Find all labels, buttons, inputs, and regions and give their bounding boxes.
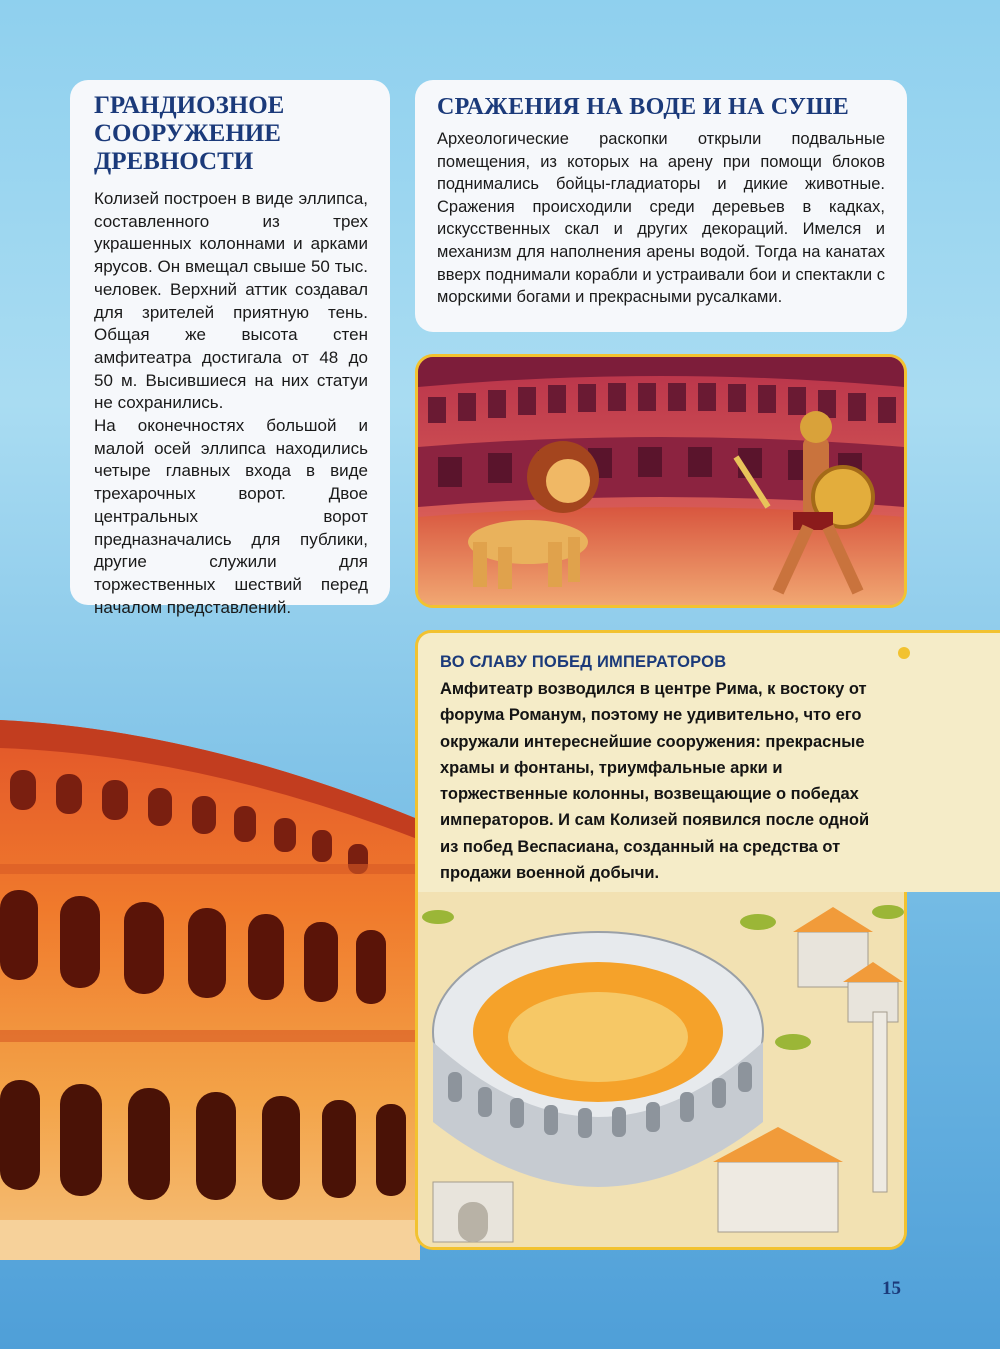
- card-title: СРАЖЕНИЯ НА ВОДЕ И НА СУШЕ: [437, 94, 850, 120]
- forum-illustration: [415, 892, 907, 1250]
- battles-card: [415, 80, 907, 332]
- victory-panel: [415, 630, 1000, 892]
- page-number: 15: [882, 1278, 901, 1299]
- colosseum-photo: [0, 700, 420, 1260]
- colosseum-description-card: [70, 80, 390, 617]
- paragraph: На оконечностях большой и малой осей эллипса находились четыре главных входа в виде трехарочных ворот. Двое центральных ворот предназначались для публики, другие служили для торжественных шествий перед началом представлений.: [94, 416, 368, 617]
- victory-title: ВО СЛАВУ ПОБЕД ИМПЕРАТОРОВ: [440, 653, 727, 671]
- paragraph: Колизей построен в виде эллипса, составленного из трех украшенных колоннами и арками ярусов. Он вмещал свыше 50 тыс. человек. Верхний аттик создавал для зрителей приятную тень. Общая же высота стен амфитеатра достигала от 48 до 50 м. Высившиеся на них статуи не сохранились.: [94, 189, 368, 413]
- title-line: ДРЕВНОСТИ: [94, 148, 254, 175]
- paragraph: Археологические раскопки открыли подвальные помещения, из которых на арену при помощи блоков поднимались бойцы-гладиаторы и дикие животные. Сражения происходили среди деревьев в кадках, искусственных скал и других декораций. Имелся и механизм для наполнения арены водой. Тогда на канатах вверх поднимали корабли и устраивали бои и спектакли с морскими богами и прекрасными русалками.: [437, 130, 885, 307]
- title-line: ГРАНДИОЗНОЕ: [94, 92, 285, 119]
- title-line: СООРУЖЕНИЕ: [94, 120, 281, 147]
- card-title: [94, 92, 368, 176]
- arena-illustration: [415, 354, 907, 608]
- victory-text: Амфитеатр возводился в центре Рима, к востоку от форума Романум, поэтому не удивительно, что его окружали интереснейшие сооружения: прекрасные храмы и фонтаны, триумфальные арки и торжественные колонны, возвещающие о победах императоров. И сам Колизей появился после одной из побед Веспасиана, созданный на средства от продажи военной добычи.: [440, 680, 870, 883]
- bullet-dot-icon: [898, 647, 910, 659]
